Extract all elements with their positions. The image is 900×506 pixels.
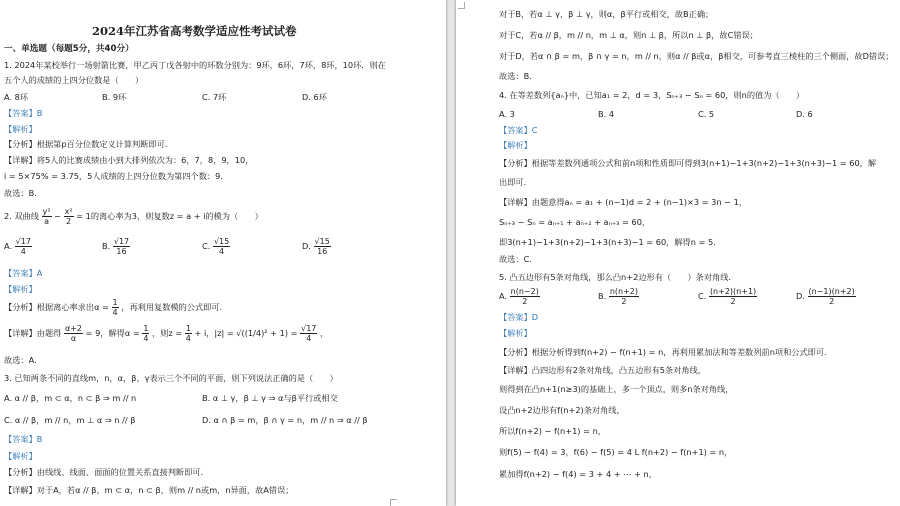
q2-stem: 2. 双曲线 $\frac{\text{y²}}{a}$ − $\frac{\text{x²}}{2}$ = 1的离心率为3，则复数z = a + i的模为（ ） [4,207,263,227]
q5-detail-5: 则f(5) − f(4) = 3，f(6) − f(5) = 4 L f(n+2) − f(n+1) = n， [499,447,733,457]
q3-answer: 【答案】B [4,434,43,444]
q5-option-b: B. $\frac{n(n+2)}{2}$ [598,287,639,307]
section-heading: 一、单选题（每题5分，共40分） [4,44,134,54]
q2-conclusion: 故选：A. [4,355,37,365]
q5-detail-4: 所以f(n+2) − f(n+1) = n， [499,426,606,436]
q5-answer: 【答案】D [499,312,539,322]
q4-option-a: A. 3 [499,109,515,119]
q3-detail-c: 对于C，若α // β，m // n，m ⊥ α，则n ⊥ β，所以n ⊥ β，故C错误； [499,30,758,40]
q3-explain-label: 【解析】 [4,451,37,461]
q5-stem: 5. 凸五边形有5条对角线，那么凸n+2边形有（ ）条对角线． [499,272,737,282]
q4-option-c: C. 5 [698,109,715,119]
q2-option-c: C. $\frac{√15}{4}$ [202,237,230,257]
q3-stem: 3. 已知两条不同的直线m，n，α，β，γ表示三个不同的平面，则下列说法正确的是（ ） [4,373,338,383]
q3-analysis: 【分析】由线线、线面、面面的位置关系直接判断即可. [4,467,204,477]
q3-detail-d: 对于D，若α ∩ β = m，β ∩ γ = n，m // n，则α // β或α，β相交，可参考直三棱柱的三个侧面，故D错误； [499,51,894,61]
q4-detail-3: 即3(n+1)−1+3(n+2)−1+3(n+3)−1 = 60，解得n = 5． [499,237,722,247]
q1-option-d: D. 6环 [302,92,327,102]
q1-option-a: A. 8环 [4,92,29,102]
q3-conclusion: 故选：B. [499,71,532,81]
exam-title: 2024年江苏省高考数学适应性考试试卷 [92,24,297,38]
q3-detail-b: 对于B，若α ⊥ γ，β ⊥ γ，则α，β平行或相交，故B正确； [499,9,714,19]
q2-option-b: B. $\frac{√17}{16}$ [102,237,130,257]
q1-option-b: B. 9环 [102,92,127,102]
q5-detail-2: 则得到在凸n+1(n≥3)的基础上，多一个顶点，则多n条对角线， [499,384,734,394]
q1-detail-1: 【详解】将5人的比赛成绩由小到大排列依次为：6，7，8，9，10， [4,155,254,165]
right-page [456,0,900,506]
q5-explain-label: 【解析】 [499,328,532,338]
q4-option-b: B. 4 [598,109,615,119]
q2-stem-suffix: = 1的离心率为3，则复数z = a + i的模为（ ） [76,211,263,222]
q4-stem: 4. 在等差数列{aₙ}中，已知a₁ = 2，d = 3，Sₙ₊₃ − Sₙ = 60，则n的值为（ ） [499,90,805,100]
q4-explain-label: 【解析】 [499,140,532,150]
q1-detail-2: i = 5×75% = 3.75，5人成绩的上四分位数为第四个数：9． [4,171,229,181]
q4-analysis-1: 【分析】根据等差数列通项公式和前n项和性质即可得到3(n+1)−1+3(n+2)−1+3(n+3)−1 = 60，解 [499,158,877,168]
q5-detail-6: 累加得f(n+2) − f(4) = 3 + 4 + ⋯ + n， [499,469,657,479]
q2-analysis: 【分析】根据离心率求出α = $\frac{1}{4}$ ，再利用复数模的公式即可. [4,298,223,318]
q3-detail-a: 【详解】对于A，若α // β，m ⊂ α，n ⊂ β，则m // n或m，n异面，故A错误； [4,485,294,495]
q4-option-d: D. 6 [796,109,813,119]
q1-answer: 【答案】B [4,108,43,118]
q2-stem-prefix: 2. 双曲线 [4,211,39,222]
q1-conclusion: 故选：B. [4,188,37,198]
q3-option-b: B. α ⊥ γ，β ⊥ γ ⇒ α与β平行或相交 [202,393,338,403]
q1-analysis: 【分析】根据第p百分位数定义计算判断即可. [4,139,168,149]
q2-option-d: D. $\frac{√15}{16}$ [302,237,330,257]
q5-option-a: A. $\frac{n(n-2)}{2}$ [499,287,539,307]
q4-conclusion: 故选：C. [499,254,532,264]
q2-detail: 【详解】由题得 $\frac{\alpha+2}{\alpha}$ = 9，解得α = $\frac{1}{4}$ ，则z = $\frac{1}{4}$ + i，|z| = √((1/4)² + 1) = $\frac{√17}{4}$ ， [4,324,329,344]
q2-option-a: A. $\frac{√17}{4}$ [4,237,31,257]
left-page [0,0,446,506]
q5-detail-3: 设凸n+2边形有f(n+2)条对角线， [499,405,625,415]
q2-answer: 【答案】A [4,268,43,278]
q1-stem-line2: 五个人的成绩的上四分位数是（ ） [4,75,144,85]
q5-option-d: D. $\frac{(n-1)(n+2)}{2}$ [796,287,855,307]
q3-option-c: C. α // β，m // n，m ⊥ α ⇒ n // β [4,415,136,425]
q4-detail-2: Sₙ₊₃ − Sₙ = aₙ₊₁ + aₙ₊₂ + aₙ₊₃ = 60， [499,217,651,227]
q3-option-a: A. α // β，m ⊂ α，n ⊂ β ⇒ m // n [4,393,137,403]
q5-detail-1: 【详解】凸四边形有2条对角线，凸五边形有5条对角线， [499,365,706,375]
q2-explain-label: 【解析】 [4,284,37,294]
q5-option-c: C. $\frac{(n+2)(n+1)}{2}$ [698,287,757,307]
page-corner-mark [390,499,397,506]
q4-answer: 【答案】C [499,125,538,135]
q4-analysis-2: 出即可. [499,177,527,187]
q5-analysis: 【分析】根据分析得到f(n+2) − f(n+1) = n，再利用累加法和等差数列前n项和公式即可. [499,347,827,357]
q3-option-d: D. α ∩ β = m，β ∩ γ = n，m // n ⇒ α // β [202,415,368,425]
page-corner-mark [458,2,465,9]
q4-detail-1: 【详解】由题意得aₙ = a₁ + (n−1)d = 2 + (n−1)×3 = 3n − 1， [499,197,748,207]
q1-stem-line1: 1. 2024年某校举行一场射箭比赛，甲乙丙丁戊各射中的环数分别为：9环，6环，7环，8环，10环．则在 [4,60,386,70]
q2-fraction-x2-over-2: $\frac{\text{x²}}{2}$ [64,207,73,227]
q1-option-c: C. 7环 [202,92,227,102]
q2-fraction-y2-over-a: $\frac{\text{y²}}{a}$ [42,207,51,227]
q1-explain-label: 【解析】 [4,124,37,134]
